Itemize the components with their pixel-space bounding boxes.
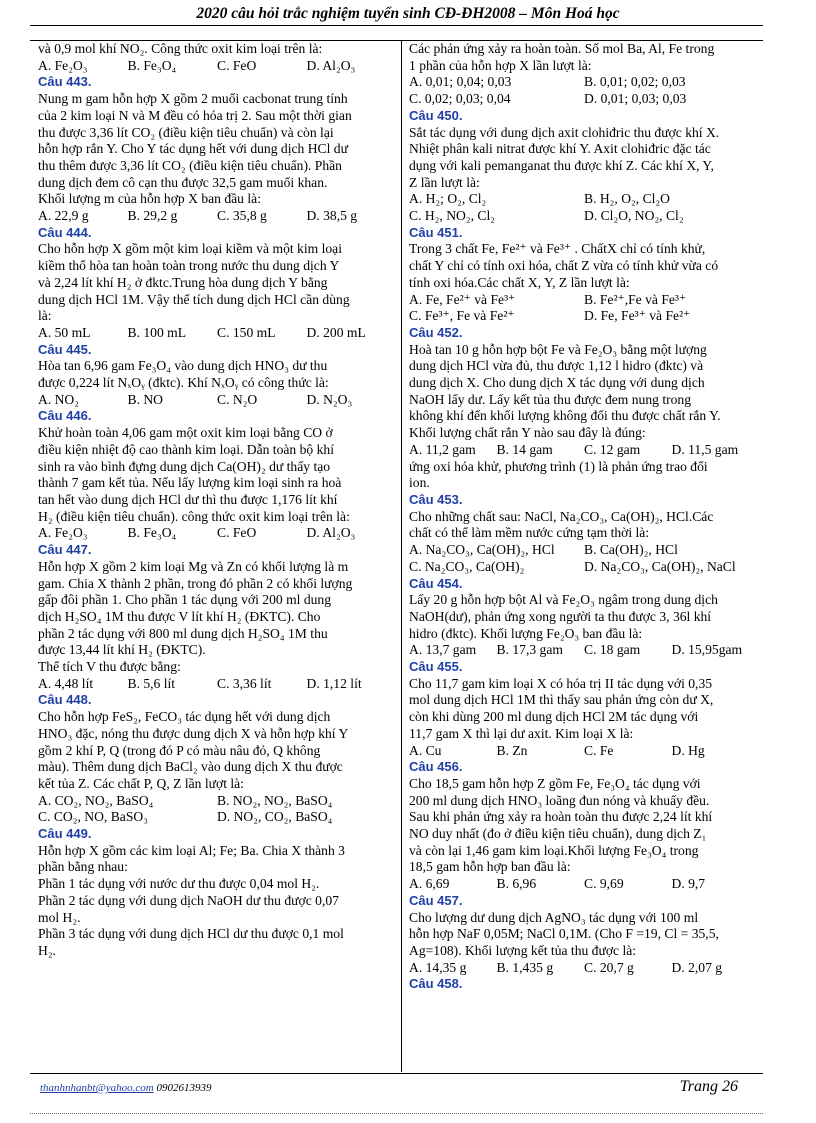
question-label-448: Câu 448. bbox=[38, 692, 92, 708]
answer-option: B. Fe₃O₄ bbox=[127, 525, 177, 541]
question-line: còn khi dùng 200 ml dung dịch HCl 2M tác dụng với bbox=[409, 709, 699, 725]
answer-option: D. Hg bbox=[671, 742, 705, 758]
question-body-447 bbox=[38, 559, 396, 676]
question-label-443: Câu 443. bbox=[38, 74, 92, 90]
question-line: Cho lượng dư dung dịch AgNO₃ tác dụng với 100 ml bbox=[409, 909, 699, 925]
question-label-450: Câu 450. bbox=[409, 107, 463, 123]
answer-option: B. 1,435 g bbox=[496, 959, 554, 975]
question-line: và còn lại 1,46 gam kim loại.Khối lượng Fe₃O₄ trong bbox=[409, 842, 699, 858]
question-line: gồm 2 khí P, Q (trong đó P có màu nâu đỏ, Q không bbox=[38, 742, 321, 758]
question-body-448 bbox=[38, 709, 396, 793]
answer-option: A. 13,7 gam bbox=[409, 642, 477, 658]
answer-option: D. N₂O₃ bbox=[306, 391, 353, 407]
question-line: hỗn hợp NaF 0,05M; NaCl 0,1M. (Cho F =19, Cl = 35,5, bbox=[409, 926, 719, 942]
question-line: thành 7 gam kết tủa. Nếu lấy lượng kim loại sinh ra hoà bbox=[38, 475, 342, 491]
answer-option: C. 9,69 bbox=[584, 876, 624, 892]
question-label-446: Câu 446. bbox=[38, 408, 92, 424]
question-body-449 bbox=[38, 843, 396, 960]
answer-option: D. 2,07 g bbox=[671, 959, 723, 975]
answer-options-452 bbox=[409, 442, 759, 459]
question-line: Cho 18,5 gam hỗn hợp Z gồm Fe, Fe₃O₄ tác dụng với bbox=[409, 775, 701, 791]
question-line: Hỗn hợp X gồm các kim loại Al; Fe; Ba. Chia X thành 3 bbox=[38, 842, 345, 858]
question-line: Phần 1 tác dụng với nước dư thu được 0,04 mol H₂. bbox=[38, 876, 320, 892]
question-label-444: Câu 444. bbox=[38, 224, 92, 240]
question-label-445: Câu 445. bbox=[38, 341, 92, 357]
answer-option: B. 0,01; 0,02; 0,03 bbox=[584, 74, 686, 90]
question-line: là: bbox=[38, 308, 52, 324]
question-line: Z lần lượt là: bbox=[409, 174, 480, 190]
answer-options-449b bbox=[409, 91, 759, 108]
question-body-450 bbox=[409, 125, 759, 192]
answer-option: C. FeO bbox=[217, 57, 257, 73]
answer-options-453b bbox=[409, 559, 759, 576]
question-line: mol dung dịch HCl 1M thì thấy sau phản ứng còn dư X, bbox=[409, 692, 714, 708]
answer-option: B. Zn bbox=[496, 742, 528, 758]
answer-option: C. 35,8 g bbox=[217, 208, 267, 224]
question-line: và 2,24 lít khí H₂ ở đktc.Trung hòa dung dịch Y bằng bbox=[38, 274, 328, 290]
answer-options bbox=[38, 58, 396, 75]
question-label-449: Câu 449. bbox=[38, 826, 92, 842]
answer-option: D. Cl₂O, NO₂, Cl₂ bbox=[584, 208, 684, 224]
answer-option: D. Al₂O₃ bbox=[306, 57, 356, 73]
question-body-454 bbox=[409, 592, 759, 642]
question-line: Sắt tác dụng với dung dịch axit clohiđric thu được khí X. bbox=[409, 124, 720, 140]
answer-option: A. Na₂CO₃, Ca(OH)₂, HCl bbox=[409, 542, 555, 558]
answer-option: D. 1,12 lít bbox=[306, 675, 362, 691]
question-line: Khử hoàn toàn 4,06 gam một oxit kim loại bằng CO ở bbox=[38, 425, 333, 441]
question-label-447: Câu 447. bbox=[38, 542, 92, 558]
question-line: gam. Chia X thành 2 phần, trong đó phần 2 có khối lượng bbox=[38, 575, 353, 591]
answer-option: D. 9,7 bbox=[671, 876, 706, 892]
answer-option: A. 14,35 g bbox=[409, 959, 467, 975]
question-label-453: Câu 453. bbox=[409, 491, 463, 507]
question-line: của 2 kim loại N và M đều có hóa trị 2. Sau một thời gian bbox=[38, 107, 352, 123]
question-line: không khí đến khối lượng không đổi thu được chất rắn Y. bbox=[409, 408, 721, 424]
answer-option: D. 38,5 g bbox=[306, 208, 358, 224]
right-column bbox=[409, 41, 759, 993]
footer-contact bbox=[40, 1082, 211, 1094]
answer-option: B. Fe²⁺,Fe và Fe³⁺ bbox=[584, 291, 687, 307]
question-text: và 0,9 mol khí NO₂. Công thức oxit kim loại trên là: bbox=[38, 41, 323, 56]
question-line: được 0,224 lít NₓOᵧ (đktc). Khí NₓOᵧ có công thức là: bbox=[38, 375, 329, 391]
question-line: Thể tích V thu được bằng: bbox=[38, 659, 181, 675]
answer-option: B. 5,6 lít bbox=[127, 675, 176, 691]
question-line: Trong 3 chất Fe, Fe²⁺ và Fe³⁺ . ChấtX chỉ có tính khử, bbox=[409, 241, 706, 257]
answer-option: C. 3,36 lít bbox=[217, 675, 272, 691]
question-line: Cho 11,7 gam kim loại X có hóa trị II tác dụng với 0,35 bbox=[409, 675, 713, 691]
answer-option: D. Al₂O₃ bbox=[306, 525, 356, 541]
question-line: NO duy nhất (đo ở điều kiện tiêu chuẩn), dung dịch Z₁ bbox=[409, 826, 707, 842]
question-line: phần 2 tác dụng với 800 ml dung dịch H₂SO₄ 1M thu bbox=[38, 625, 328, 641]
question-line: Ag=108). Khối lượng kết tủa thu được là: bbox=[409, 942, 637, 958]
answer-options-450a bbox=[409, 191, 759, 208]
answer-option: A. 11,2 gam bbox=[409, 441, 476, 457]
question-body-453 bbox=[409, 509, 759, 542]
question-line: thu được 3,36 lít CO₂ (điều kiện tiêu chuẩn) và còn lại bbox=[38, 124, 334, 140]
question-line: Cho hỗn hợp FeS₂, FeCO₃ tác dụng hết với dung dịch bbox=[38, 709, 331, 725]
question-line: kết tủa Z. Các chất P, Q, Z lần lượt là: bbox=[38, 775, 244, 791]
question-body-444 bbox=[38, 241, 396, 325]
answer-option: B. NO bbox=[127, 391, 163, 407]
question-body-446 bbox=[38, 425, 396, 525]
question-line: Khối lượng m của hỗn hợp X ban đầu là: bbox=[38, 191, 261, 207]
question-line: dụng với kali pemanganat thu được khí Z. Các khí X, Y, bbox=[409, 157, 714, 173]
question-line: phần bằng nhau: bbox=[38, 859, 128, 875]
answer-options-443 bbox=[38, 208, 396, 225]
answer-option: D. NO₂, CO₂, BaSO₄ bbox=[217, 809, 333, 825]
column-divider bbox=[401, 41, 402, 1072]
question-line: NaOH(dư), phản ứng xong người ta thu được 3, 36l khí bbox=[409, 608, 712, 624]
question-line: 18,5 gam hỗn hợp ban đầu là: bbox=[409, 859, 571, 875]
question-line: Nhiệt phân kali nitrat được khí Y. Axit clohiđric đặc tác bbox=[409, 141, 711, 157]
question-line: Cho hỗn hợp X gồm một kim loại kiềm và một kim loại bbox=[38, 241, 342, 257]
question-label-456: Câu 456. bbox=[409, 759, 463, 775]
question-line: kiềm thổ hòa tan hoàn toàn trong nước thu dung dịch Y bbox=[38, 258, 340, 274]
question-line: ứng oxi hóa khử, phương trình (1) là phản ứng trao đổi bbox=[409, 458, 708, 474]
question-label-458: Câu 458. bbox=[409, 976, 463, 992]
question-label-457: Câu 457. bbox=[409, 892, 463, 908]
question-label-452: Câu 452. bbox=[409, 324, 463, 340]
answer-option: B. NO₂, NO₂, BaSO₄ bbox=[217, 792, 333, 808]
answer-option: A. Fe₂O₃ bbox=[38, 525, 88, 541]
answer-option: A. CO₂, NO₂, BaSO₄ bbox=[38, 792, 154, 808]
question-line: sinh ra vào bình đựng dung dịch Ca(OH)₂ dư thấy tạo bbox=[38, 458, 331, 474]
question-line: 11,7 gam X thì lại dư axit. Kim loại X là: bbox=[409, 725, 634, 741]
answer-option: C. Fe³⁺, Fe và Fe²⁺ bbox=[409, 308, 515, 324]
question-line: Hòa tan 6,96 gam Fe₃O₄ vào dung dịch HNO₃ dư thu bbox=[38, 358, 328, 374]
answer-option: D. 11,5 gam bbox=[671, 441, 739, 457]
answer-option: D. 15,95gam bbox=[671, 642, 743, 658]
question-body-455 bbox=[409, 676, 759, 743]
footer-phone: 0902613939 bbox=[156, 1082, 212, 1094]
question-line: tính oxi hóa.Các chất X, Y, Z lần lượt là: bbox=[409, 274, 630, 290]
question-line: điều kiện nhiệt độ cao thành kim loại. Dẫn toàn bộ khí bbox=[38, 441, 334, 457]
question-line: NaOH lấy dư. Lấy kết tủa thu được đem nung trong bbox=[409, 391, 692, 407]
question-line: gấp đôi phần 1. Cho phần 1 tác dụng với 200 ml dung bbox=[38, 592, 332, 608]
answer-options-454 bbox=[409, 642, 759, 659]
answer-option: C. CO₂, NO, BaSO₃ bbox=[38, 809, 148, 825]
answer-option: D. Fe, Fe³⁺ và Fe²⁺ bbox=[584, 308, 691, 324]
page-number: Trang 26 bbox=[679, 1078, 738, 1095]
answer-options-448a bbox=[38, 793, 396, 810]
answer-option: B. 6,96 bbox=[496, 876, 537, 892]
question-line: H₂ (điều kiện tiêu chuẩn). công thức oxit kim loại trên là: bbox=[38, 508, 350, 524]
answer-options-456 bbox=[409, 876, 759, 893]
answer-option: A. 6,69 bbox=[409, 876, 450, 892]
question-line: 200 ml dung dịch HNO₃ loãng đun nóng và khuấy đều. bbox=[409, 792, 710, 808]
question-line: được 13,44 lít khí H₂ (ĐKTC). bbox=[38, 642, 206, 658]
answer-option: A. 4,48 lít bbox=[38, 675, 94, 691]
question-line: Hoà tan 10 g hỗn hợp bột Fe và Fe₂O₃ bằng một lượng bbox=[409, 341, 707, 357]
answer-option: C. Fe bbox=[584, 742, 614, 758]
answer-option: A. NO₂ bbox=[38, 391, 79, 407]
question-line: Các phản ứng xảy ra hoàn toàn. Số mol Ba, Al, Fe trong bbox=[409, 41, 715, 56]
answer-option: A. 50 mL bbox=[38, 324, 91, 340]
left-column bbox=[38, 41, 396, 960]
answer-option: C. Na₂CO₃, Ca(OH)₂ bbox=[409, 558, 525, 574]
question-line: dung dịch đem cô cạn thu được 32,5 gam muối khan. bbox=[38, 174, 328, 190]
answer-option: D. Na₂CO₃, Ca(OH)₂, NaCl bbox=[584, 558, 736, 574]
answer-options-451a bbox=[409, 292, 759, 309]
question-line: dung dịch HCl vừa đủ, thu được 1,12 l hidro (đktc) và bbox=[409, 358, 704, 374]
answer-options-455 bbox=[409, 743, 759, 760]
answer-option: C. H₂, NO₂, Cl₂ bbox=[409, 208, 495, 224]
answer-option: C. 20,7 g bbox=[584, 959, 634, 975]
answer-options-449a bbox=[409, 74, 759, 91]
question-line: thu thêm được 3,36 lít CO₂ (điều kiện tiêu chuẩn). Phần bbox=[38, 157, 342, 173]
question-line: Phần 3 tác dụng với dung dịch HCl dư thu được 0,1 mol bbox=[38, 926, 344, 942]
answer-option: C. 0,02; 0,03; 0,04 bbox=[409, 91, 511, 107]
question-body-443 bbox=[38, 91, 396, 208]
answer-option: A. Fe₂O₃ bbox=[38, 57, 88, 73]
question-line: Nung m gam hỗn hợp X gồm 2 muối cacbonat trung tính bbox=[38, 91, 348, 107]
answer-option: B. 29,2 g bbox=[127, 208, 178, 224]
question-line: Cho những chất sau: NaCl, Na₂CO₃, Ca(OH)₂, HCl.Các bbox=[409, 508, 714, 524]
answer-option: B. 14 gam bbox=[496, 441, 553, 457]
question-line: chất có thể làm mềm nước cứng tạm thời là: bbox=[409, 525, 650, 541]
answer-option: C. N₂O bbox=[217, 391, 258, 407]
question-label-455: Câu 455. bbox=[409, 659, 463, 675]
answer-option: B. 100 mL bbox=[127, 324, 187, 340]
answer-option: C. 12 gam bbox=[584, 441, 641, 457]
question-line: Hỗn hợp X gồm 2 kim loại Mg và Zn có khối lượng là m bbox=[38, 558, 349, 574]
answer-option: C. 150 mL bbox=[217, 324, 276, 340]
footer-rule bbox=[30, 1073, 763, 1074]
answer-options-457 bbox=[409, 960, 759, 977]
answer-options-446 bbox=[38, 525, 396, 542]
answer-option: D. 200 mL bbox=[306, 324, 366, 340]
answer-option: A. Fe, Fe²⁺ và Fe³⁺ bbox=[409, 291, 516, 307]
answer-option: A. 22,9 g bbox=[38, 208, 89, 224]
page-bottom-dots bbox=[30, 1113, 763, 1114]
question-body-451 bbox=[409, 241, 759, 291]
question-line: ion. bbox=[409, 475, 430, 491]
answer-option: B. Ca(OH)₂, HCl bbox=[584, 542, 678, 558]
question-tail-452 bbox=[409, 459, 759, 492]
question-body-452 bbox=[409, 342, 759, 442]
answer-options-447 bbox=[38, 676, 396, 693]
question-line: chất Y chỉ có tính oxi hóa, chất Z vừa có tính khử vừa có bbox=[409, 258, 719, 274]
question-line: Phần 2 tác dụng với dung dịch NaOH dư thu được 0,07 bbox=[38, 892, 339, 908]
answer-option: A. H₂; O₂, Cl₂ bbox=[409, 191, 487, 207]
question-line: dung dịch X. Cho dung dịch X tác dụng với dung dịch bbox=[409, 375, 705, 391]
question-label-451: Câu 451. bbox=[409, 224, 463, 240]
question-line: tan hết vào dung dịch HCl dư thì thu được 1,176 lít khí bbox=[38, 491, 338, 507]
question-body-457 bbox=[409, 910, 759, 960]
answer-option: C. FeO bbox=[217, 525, 257, 541]
footer-email-link[interactable]: thanhnhanbt@yahoo.com bbox=[40, 1082, 154, 1094]
question-line: mol H₂. bbox=[38, 909, 81, 925]
answer-option: B. Fe₃O₄ bbox=[127, 57, 177, 73]
answer-option: B. H₂, O₂, Cl₂O bbox=[584, 191, 670, 207]
answer-option: A. Cu bbox=[409, 742, 442, 758]
question-line: HNO₃ đặc, nóng thu được dung dịch X và hỗn hợp khí Y bbox=[38, 725, 349, 741]
answer-options-448b bbox=[38, 809, 396, 826]
answer-option: A. 0,01; 0,04; 0,03 bbox=[409, 74, 512, 90]
answer-options-453a bbox=[409, 542, 759, 559]
question-line: hidro (đktc). Khối lượng Fe₂O₃ ban đầu là: bbox=[409, 625, 643, 641]
question-line: màu). Thêm dung dịch BaCl₂ vào dung dịch X thu được bbox=[38, 759, 343, 775]
question-line: hỗn hợp rắn Y. Cho Y tác dụng hết với dung dịch HCl dư bbox=[38, 141, 348, 157]
question-label-454: Câu 454. bbox=[409, 575, 463, 591]
answer-option: D. 0,01; 0,03; 0,03 bbox=[584, 91, 687, 107]
question-line: Khối lượng chất rắn Y nào sau đây là đúng: bbox=[409, 425, 646, 441]
question-line: Lấy 20 g hỗn hợp bột Al và Fe₂O₃ ngâm trong dung dịch bbox=[409, 592, 718, 608]
header-rule bbox=[30, 25, 763, 26]
answer-options-444 bbox=[38, 325, 396, 342]
question-line: Sau khi phản ứng xảy ra hoàn toàn thu được 2,24 lít khí bbox=[409, 809, 713, 825]
answer-options-450b bbox=[409, 208, 759, 225]
question-line: H₂. bbox=[38, 942, 56, 958]
answer-option: C. 18 gam bbox=[584, 642, 641, 658]
question-body-456 bbox=[409, 776, 759, 876]
answer-options-451b bbox=[409, 308, 759, 325]
page-header: 2020 câu hỏi trắc nghiệm tuyển sinh CĐ-ĐH2008 – Môn Hoá học bbox=[196, 5, 620, 22]
question-line: dung dịch HCl 1M. Vậy thể tích dung dịch HCl cần dùng bbox=[38, 291, 350, 307]
question-body-449-cont bbox=[409, 41, 759, 74]
answer-options-445 bbox=[38, 392, 396, 409]
question-line: dịch H₂SO₄ 1M thu được V lít khí H₂ (ĐKTC). Cho bbox=[38, 608, 321, 624]
answer-option: B. 17,3 gam bbox=[496, 642, 563, 658]
question-line: 1 phần của hỗn hợp X lần lượt là: bbox=[409, 57, 592, 73]
question-body-445 bbox=[38, 358, 396, 391]
